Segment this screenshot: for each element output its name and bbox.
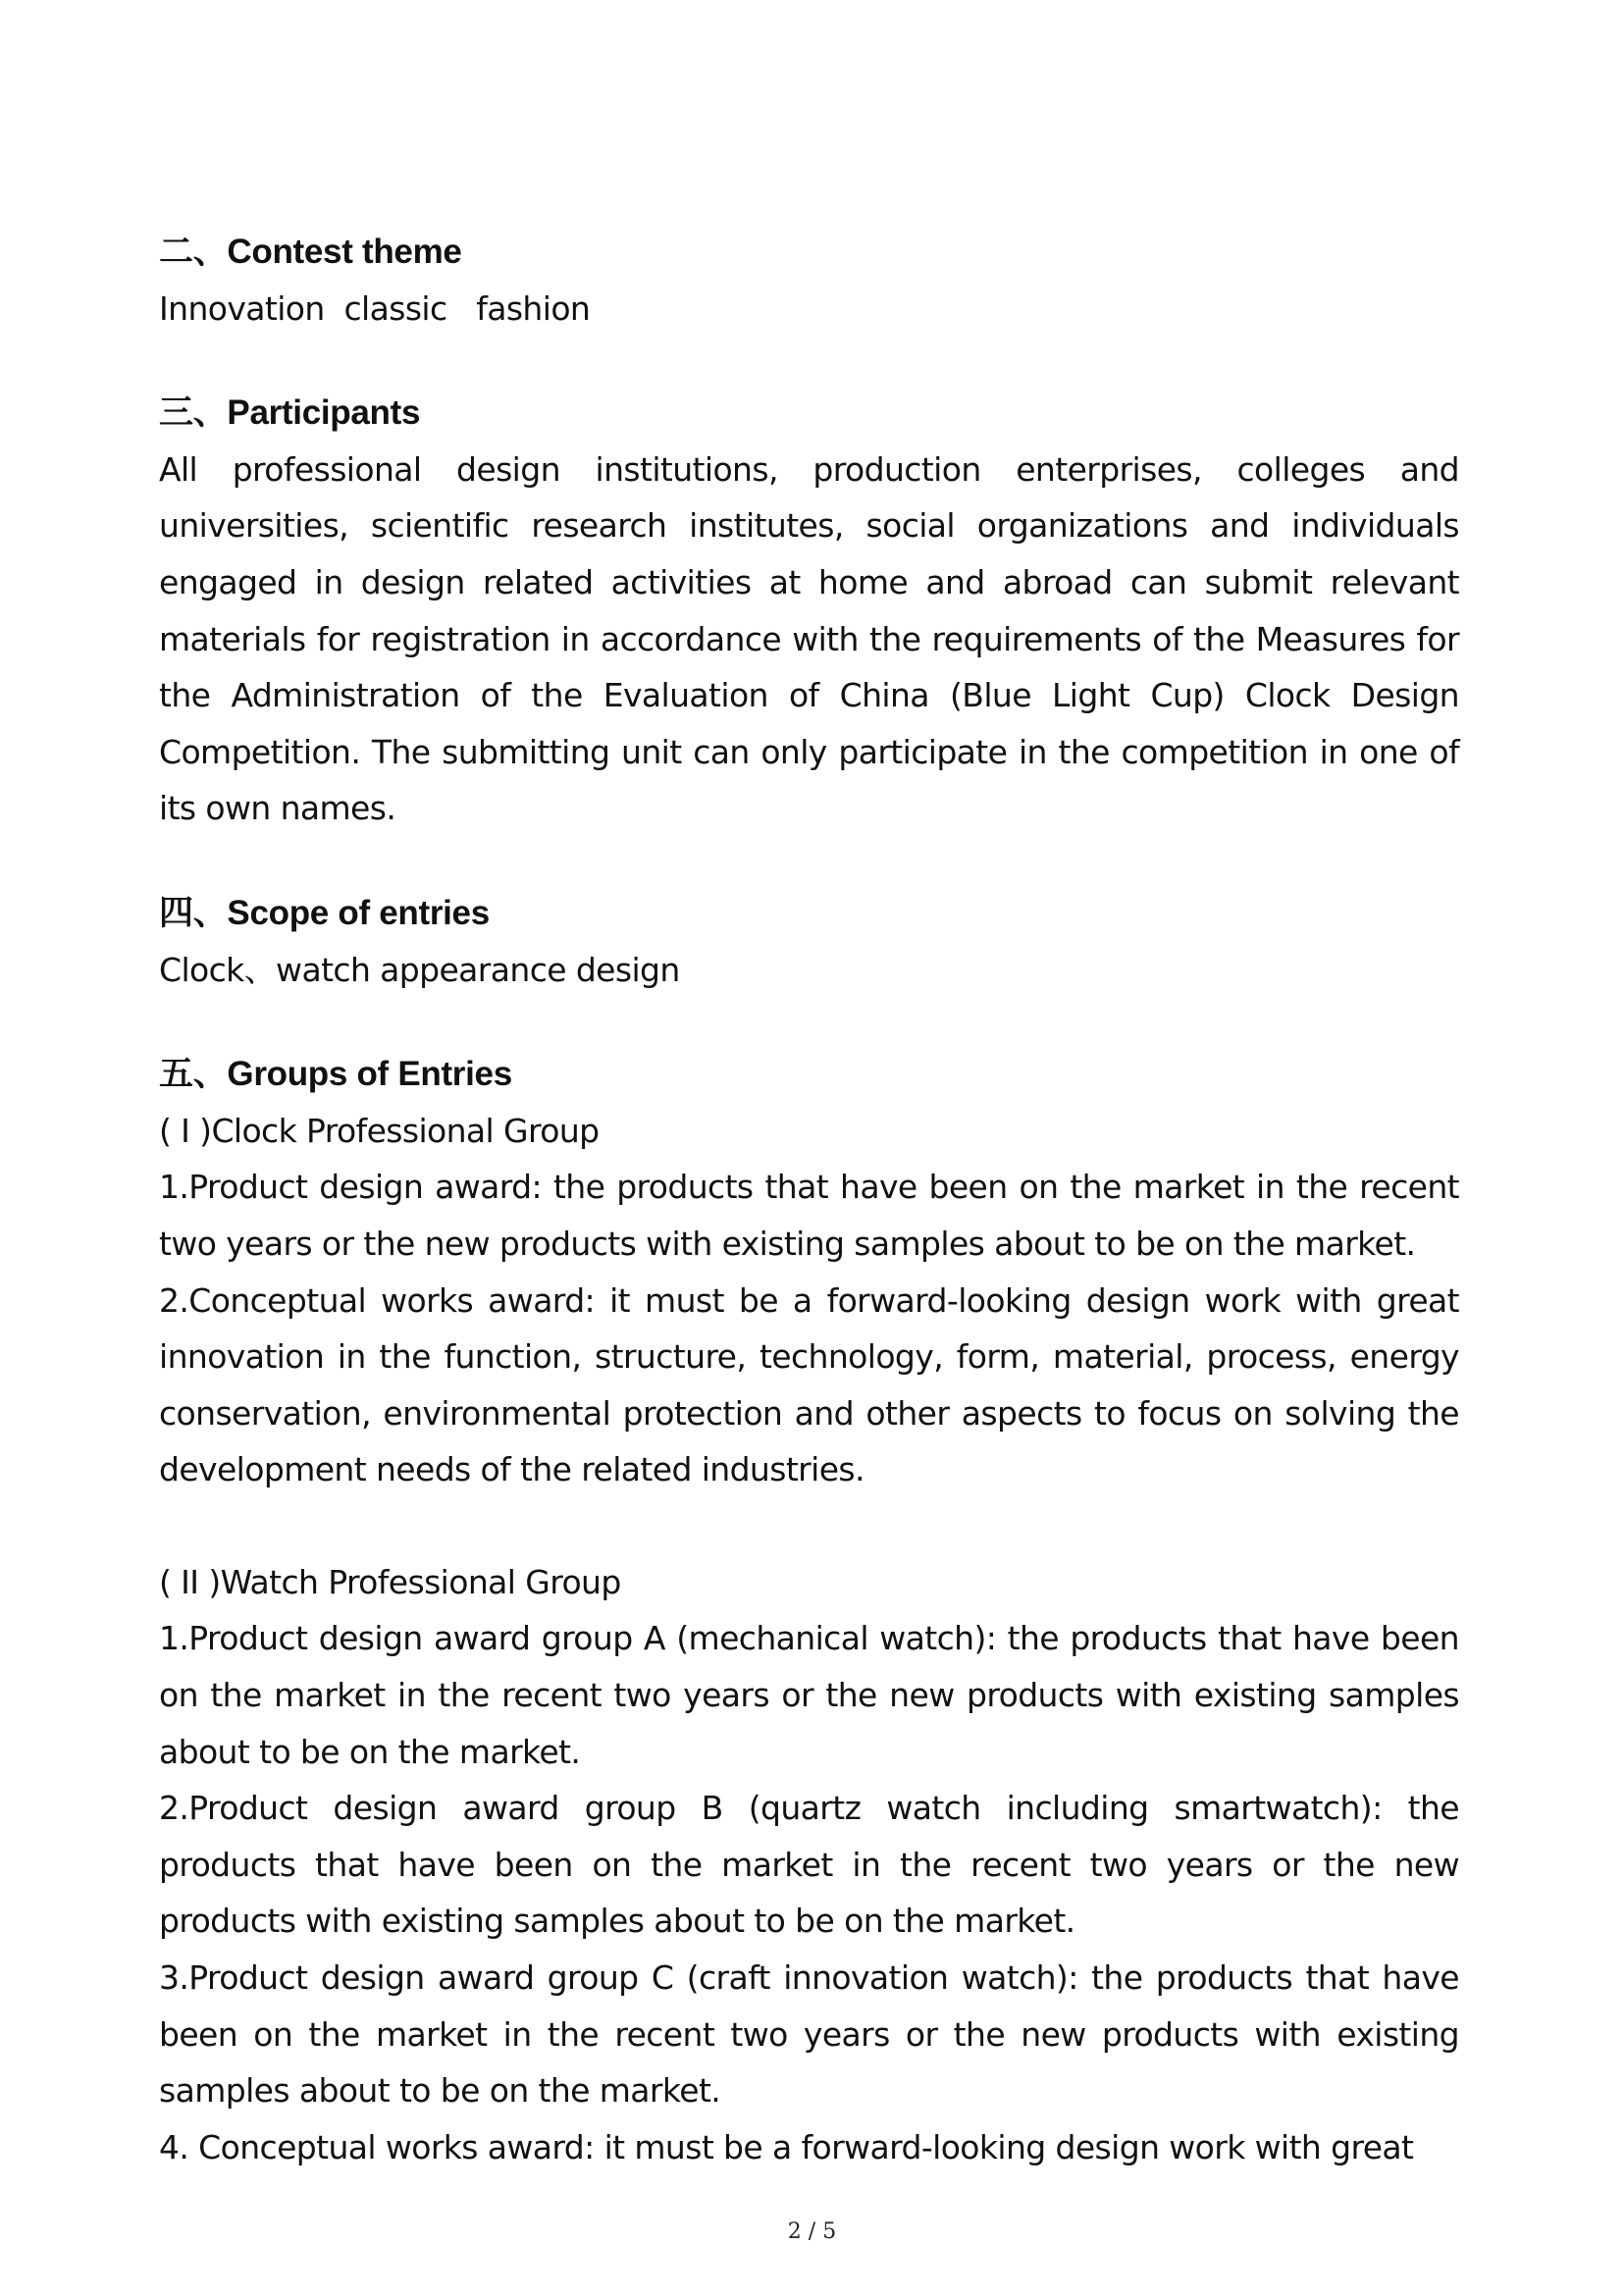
watch-group-item: 4. Conceptual works award: it must be a forward-looking design work with great bbox=[159, 2127, 1414, 2166]
participants-paragraph: All professional design institutions, production enterprises, colleges and universities, scientific research institutes, social organizations and individuals engaged in design related activities at home and abroad can submit relevant materials for registration in accordance with the requirements of the Measures for the Administration of the Evaluation of China (Blue Light Cup) Clock Design Competition. The submitting unit can only participate in the competition in one of its own names. bbox=[159, 449, 1459, 828]
clock-group-item: 1.Product design award: the products that have been on the market in the recent two years or the new products with existing samples about to be on the market. bbox=[159, 1168, 1459, 1263]
section-spacer bbox=[159, 998, 1459, 1046]
watch-group-item: 2.Product design award group B (quartz watch including smartwatch): the products that have been on the market in the recent two years or the new products with existing samples about to be on the market. bbox=[159, 1789, 1459, 1941]
watch-group-item: 3.Product design award group C (craft innovation watch): the products that have been on the market in the recent two years or the new products with existing samples about to be on the market. bbox=[159, 1958, 1459, 2111]
clock-group-item: 2.Conceptual works award: it must be a forward-looking design work with great innovation in the function, structure, technology, form, material, process, energy conservation, environmental protection and other aspects to focus on solving the development needs of the related industries. bbox=[159, 1280, 1459, 1489]
page-number: 2 / 5 bbox=[787, 2219, 837, 2244]
watch-group-title: ( II )Watch Professional Group bbox=[159, 1562, 621, 1601]
scope-text: Clock、watch appearance design bbox=[159, 950, 680, 989]
section-heading-scope: 四、Scope of entries bbox=[159, 893, 490, 932]
clock-group-title: ( I )Clock Professional Group bbox=[159, 1111, 600, 1150]
section-heading-participants: 三、Participants bbox=[159, 393, 421, 433]
document-body bbox=[159, 224, 1459, 2175]
group-spacer bbox=[159, 1498, 1459, 1554]
contest-theme-text: Innovation classic fashion bbox=[159, 288, 591, 328]
section-spacer bbox=[159, 837, 1459, 885]
section-spacer bbox=[159, 337, 1459, 385]
section-heading-groups: 五、Groups of Entries bbox=[159, 1055, 512, 1094]
watch-group-item: 1.Product design award group A (mechanical watch): the products that have been on the market in the recent two years or the new products with existing samples about to be on the market. bbox=[159, 1619, 1459, 1771]
section-heading-contest-theme: 二、Contest theme bbox=[159, 233, 462, 271]
